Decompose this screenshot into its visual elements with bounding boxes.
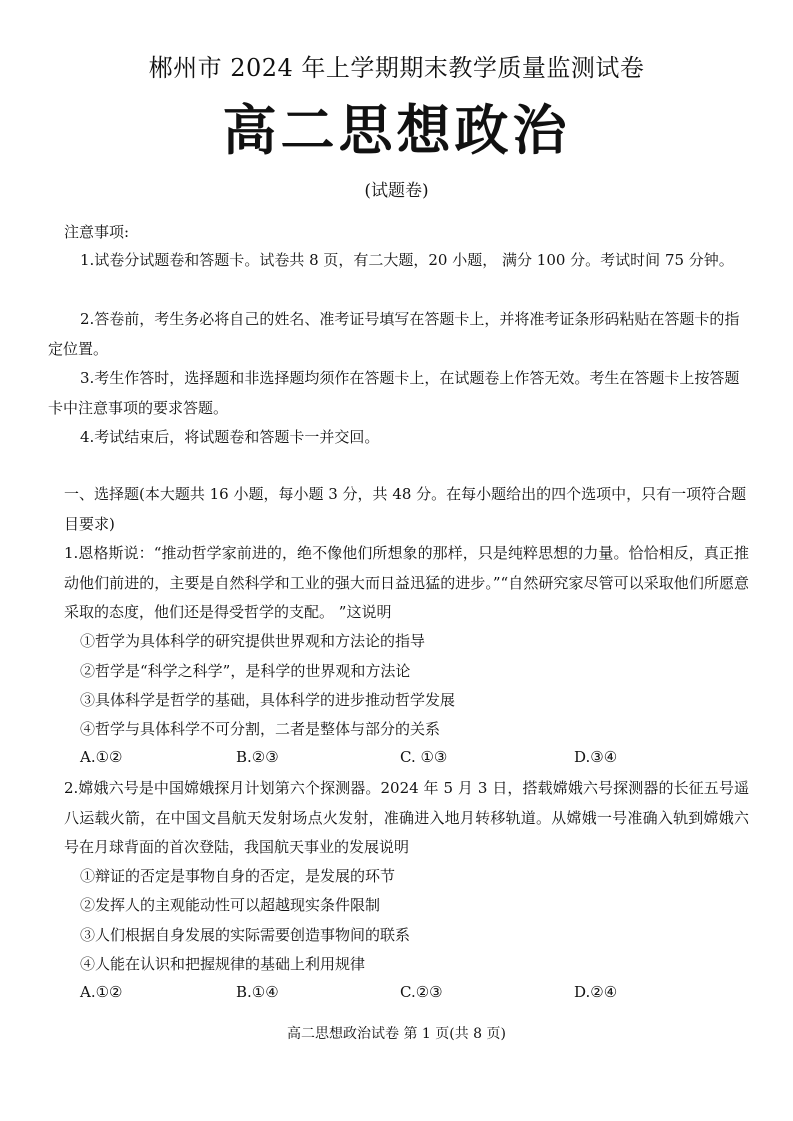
question-2-choice-d: D.②④ — [574, 983, 618, 1001]
paper-label: (试题卷) — [364, 181, 429, 201]
subject-title: 高二思想政治 — [222, 98, 571, 162]
note-item-1: 1.试卷分试题卷和答题卡。试卷共 8 页，有二大题，20 小题， 满分 100 分。考试时间 75 分钟。 — [80, 251, 734, 269]
question-1-option-1: ①哲学为具体科学的研究提供世界观和方法论的指导 — [80, 632, 426, 650]
exam-title: 郴州市 2024 年上学期期末教学质量监测试卷 — [148, 54, 645, 82]
question-1-choice-d: D.③④ — [574, 748, 618, 766]
note-item-2: 2.答卷前，考生务必将自己的姓名、准考证号填写在答题卡上，并将准考证条形码粘贴在答题卡的指定位置。 — [48, 310, 740, 358]
question-2-stem: 2.嫦娥六号是中国嫦娥探月计划第六个探测器。2024 年 5 月 3 日，搭载嫦娥六号探测器的长征五号遥八运载火箭，在中国文昌航天发射场点火发射，准确进入地月转移轨道。从嫦娥一号准确入轨到嫦娥六号在月球背面的首次登陆，我国航天事业的发展说明 — [64, 779, 749, 856]
question-2-option-4: ④人能在认识和把握规律的基础上利用规律 — [80, 955, 366, 973]
note-item-3: 3.考生作答时，选择题和非选择题均须作在答题卡上，在试题卷上作答无效。考生在答题卡上按答题卡中注意事项的要求答题。 — [48, 369, 740, 417]
page-footer: 高二思想政治试卷 第 1 页(共 8 页) — [287, 1026, 506, 1042]
question-1-choice-b: B.②③ — [236, 748, 279, 766]
question-2-choice-b: B.①④ — [236, 983, 279, 1001]
question-1-choice-a: A.①② — [80, 748, 123, 766]
question-1-choices — [80, 748, 700, 770]
question-1-choice-c: C. ①③ — [400, 748, 448, 766]
question-1-stem: 1.恩格斯说：“推动哲学家前进的，绝不像他们所想象的那样，只是纯粹思想的力量。恰恰相反，真正推动他们前进的，主要是自然科学和工业的强大而日益迅猛的进步。”“自然研究家尽管可以采取他们所愿意采取的态度，他们还是得受哲学的支配。 ”这说明 — [64, 544, 749, 621]
question-2-option-3: ③人们根据自身发展的实际需要创造事物间的联系 — [80, 926, 411, 944]
question-1-option-3: ③具体科学是哲学的基础，具体科学的进步推动哲学发展 — [80, 691, 456, 709]
question-2-choices — [80, 983, 700, 1005]
question-1-option-4: ④哲学与具体科学不可分割，二者是整体与部分的关系 — [80, 720, 441, 738]
question-2-choice-a: A.①② — [80, 983, 123, 1001]
notes-heading: 注意事项: — [64, 223, 130, 241]
section-heading: 一、选择题(本大题共 16 小题，每小题 3 分，共 48 分。在每小题给出的四个选项中，只有一项符合题目要求) — [64, 485, 747, 533]
question-2-choice-c: C.②③ — [400, 983, 443, 1001]
question-1-option-2: ②哲学是“科学之科学”，是科学的世界观和方法论 — [80, 662, 411, 680]
question-2-option-1: ①辩证的否定是事物自身的否定，是发展的环节 — [80, 867, 396, 885]
question-2-option-2: ②发挥人的主观能动性可以超越现实条件限制 — [80, 896, 381, 914]
note-item-4: 4.考试结束后，将试题卷和答题卡一并交回。 — [80, 428, 380, 446]
